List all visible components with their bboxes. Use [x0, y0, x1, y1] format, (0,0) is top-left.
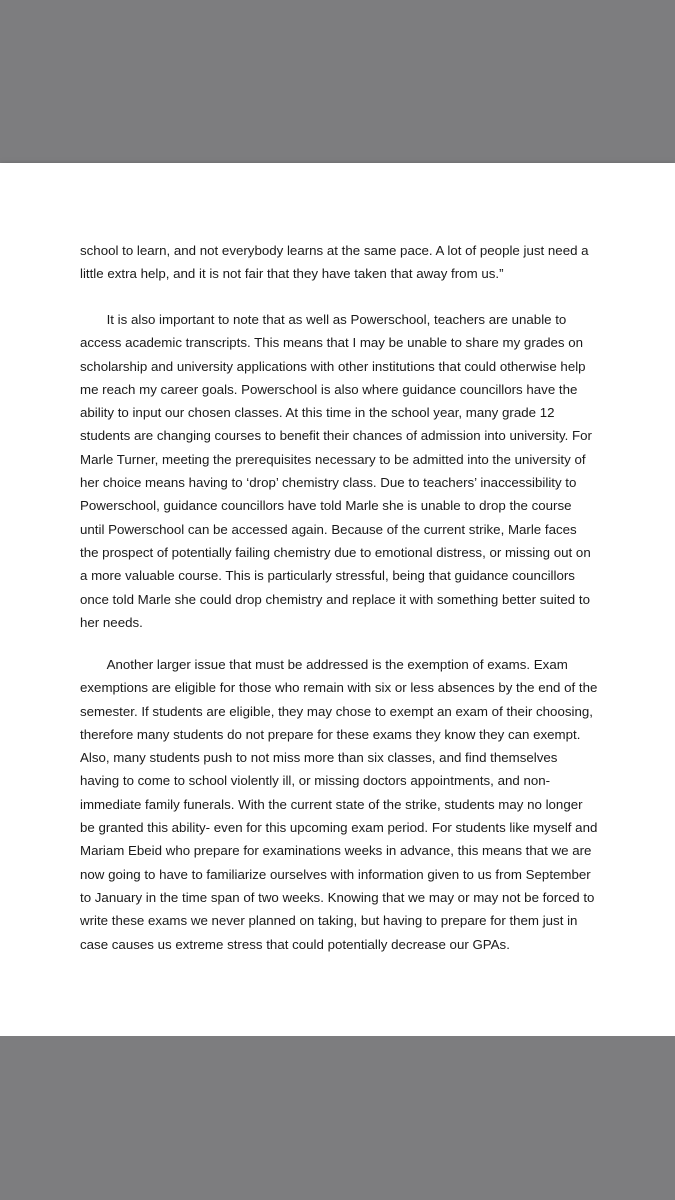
text-line: a more valuable course. This is particularly stressful, being that guidance councillors	[80, 568, 575, 584]
text-line: her needs.	[80, 614, 143, 630]
text-line: her choice means having to ‘drop’ chemistry class. Due to teachers’ inaccessibility to	[80, 475, 577, 491]
text-line: Powerschool, guidance councillors have told Marle she is unable to drop the course	[80, 498, 572, 514]
text-line: therefore many students do not prepare for these exams they know they can exempt.	[80, 726, 581, 742]
text-line: Mariam Ebeid who prepare for examinations weeks in advance, this means that we are	[80, 843, 592, 859]
text-line: students are changing courses to benefit their chances of admission into university. For	[80, 428, 592, 444]
top-background	[0, 0, 675, 163]
text-line: scholarship and university applications with other institutions that could otherwise help	[80, 358, 586, 374]
text-line: immediate family funerals. With the current state of the strike, students may no longer	[80, 796, 583, 812]
text-line: Another larger issue that must be addressed is the exemption of exams. Exam	[80, 657, 568, 672]
text-line: until Powerschool can be accessed again. Because of the current strike, Marle faces	[80, 521, 577, 537]
text-line: semester. If students are eligible, they may chose to exempt an exam of their choosing,	[80, 703, 593, 719]
text-line: having to come to school violently ill, or missing doctors appointments, and non-	[80, 773, 551, 789]
text-line: me reach my career goals. Powerschool is also where guidance councillors have the	[80, 381, 578, 397]
bottom-background	[0, 1036, 675, 1200]
text-line: write these exams we never planned on taking, but having to prepare for them just in	[80, 913, 578, 929]
text-line: to January in the time span of two weeks. Knowing that we may or may not be forced to	[80, 889, 595, 905]
paragraph-2	[80, 308, 598, 634]
paragraph-3	[80, 653, 598, 956]
text-line: now going to have to familiarize ourselves with information given to us from September	[80, 866, 591, 882]
text-line: case causes us extreme stress that could potentially decrease our GPAs.	[80, 936, 510, 952]
text-line: ability to input our chosen classes. At this time in the school year, many grade 12	[80, 405, 555, 421]
text-line: little extra help, and it is not fair that they have taken that away from us.”	[80, 266, 504, 282]
text-line: Marle Turner, meeting the prerequisites necessary to be admitted into the university of	[80, 451, 586, 467]
document-page	[0, 163, 675, 1036]
text-line: Also, many students push to not miss more than six classes, and find themselves	[80, 750, 558, 766]
text-line: access academic transcripts. This means that I may be unable to share my grades on	[80, 335, 584, 351]
text-line: school to learn, and not everybody learns at the same pace. A lot of people just need a	[80, 243, 589, 258]
text-line: It is also important to note that as well as Powerschool, teachers are unable to	[80, 312, 567, 327]
text-line: exemptions are eligible for those who remain with six or less absences by the end of the	[80, 680, 598, 696]
text-line: the prospect of potentially failing chemistry due to emotional distress, or missing out on	[80, 544, 591, 560]
text-line: be granted this ability- even for this upcoming exam period. For students like myself and	[80, 820, 598, 836]
paragraph-1	[80, 239, 598, 286]
text-line: once told Marle she could drop chemistry and replace it with something better suited to	[80, 591, 590, 607]
